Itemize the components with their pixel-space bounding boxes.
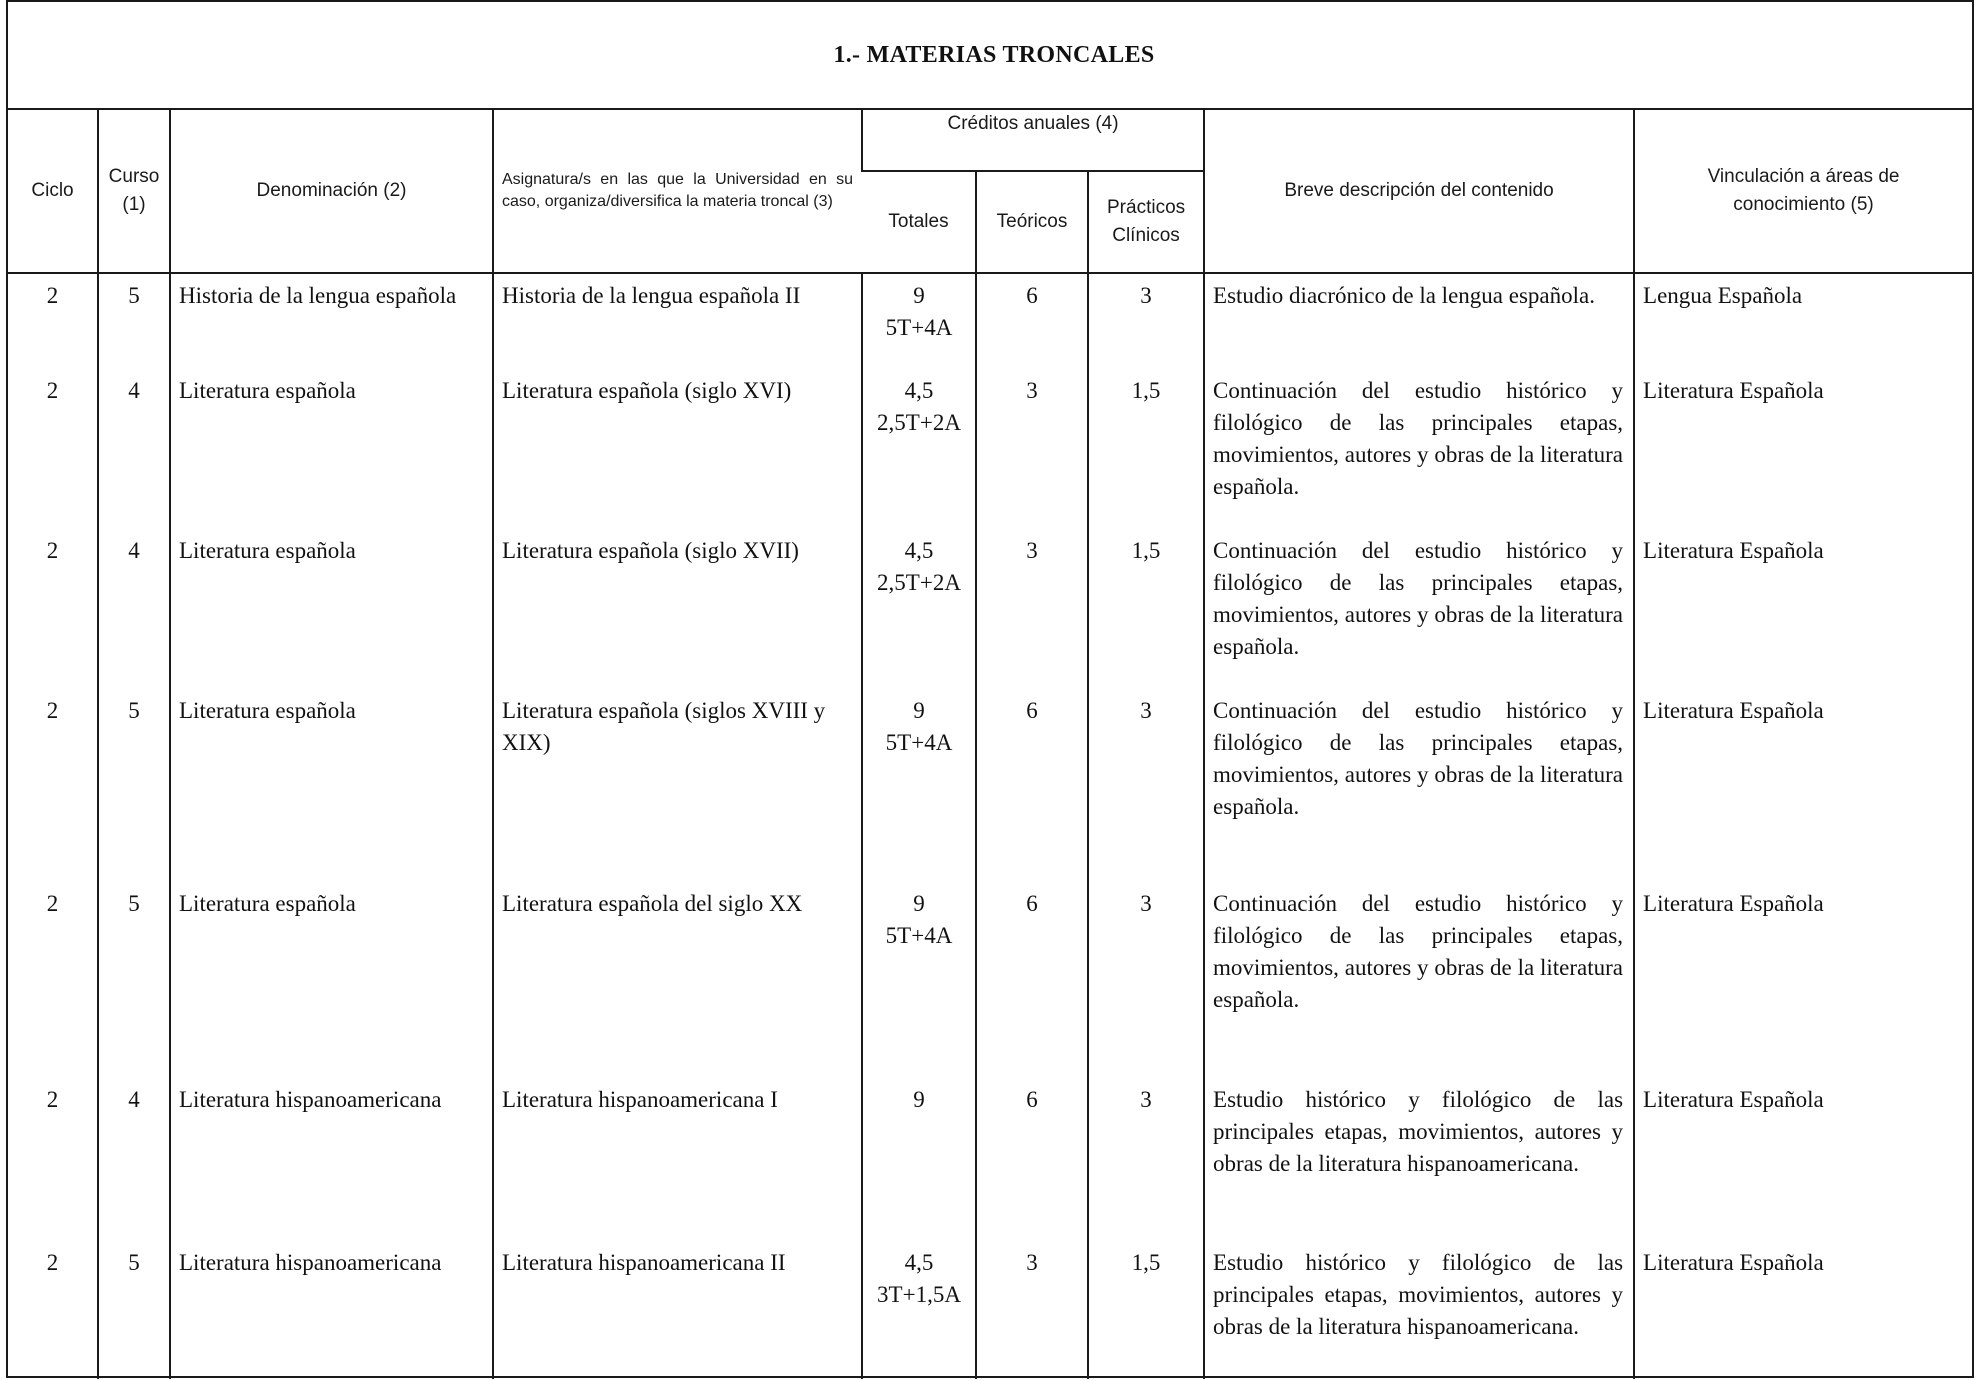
header-practicos: Prácticos Clínicos <box>1088 171 1204 273</box>
cell-descripcion: Estudio histórico y filológico de las principales etapas, movimientos, autores y obras de la literatura hispanoamericana. <box>1204 1078 1634 1241</box>
cell-totales <box>862 1078 976 1241</box>
cell-ciclo: 2 <box>46 283 59 308</box>
cell-denominacion: Literatura española <box>170 369 493 529</box>
cell-denominacion: Literatura hispanoamericana <box>170 1078 493 1241</box>
table-row <box>8 1241 1972 1379</box>
cell-ciclo: 2 <box>46 1087 59 1112</box>
totales-value: 9 <box>913 283 925 308</box>
cell-practicos: 3 <box>1088 273 1204 369</box>
cell-totales <box>862 1241 976 1379</box>
header-asignaturas: Asignatura/s en las que la Universidad en su caso, organiza/diversifica la materia troncal (3) <box>493 110 862 273</box>
cell-teoricos: 6 <box>976 1078 1088 1241</box>
totales-detalle: 5T+4A <box>885 315 953 340</box>
header-teoricos: Teóricos <box>976 171 1088 273</box>
title-band <box>8 2 1972 110</box>
document-title: 1.- MATERIAS TRONCALES <box>833 41 1155 68</box>
header-vinculacion: Vinculación a áreas de conocimiento (5) <box>1634 110 1972 273</box>
cell-totales <box>862 689 976 882</box>
cell-curso: 5 <box>98 273 170 369</box>
cell-descripcion: Continuación del estudio histórico y filológico de las principales etapas, movimientos, autores y obras de la literatura española. <box>1204 529 1634 689</box>
cell-asignatura: Historia de la lengua española II <box>493 273 862 369</box>
totales-value: 4,5 <box>904 378 934 403</box>
totales-value: 9 <box>913 698 925 723</box>
cell-vinculacion: Literatura Española <box>1634 529 1972 689</box>
totales-detalle: 2,5T+2A <box>877 570 961 595</box>
cell-ciclo: 2 <box>46 538 59 563</box>
table-header <box>8 110 1972 273</box>
cell-asignatura: Literatura española (siglo XVII) <box>493 529 862 689</box>
cell-denominacion: Literatura española <box>170 689 493 882</box>
header-totales: Totales <box>862 171 976 273</box>
cell-ciclo: 2 <box>46 698 59 723</box>
cell-asignatura: Literatura española del siglo XX <box>493 882 862 1078</box>
cell-vinculacion: Literatura Española <box>1634 689 1972 882</box>
cell-vinculacion: Literatura Española <box>1634 1241 1972 1379</box>
cell-asignatura: Literatura hispanoamericana II <box>493 1241 862 1379</box>
table-row <box>8 689 1972 882</box>
totales-detalle: 5T+4A <box>885 923 953 948</box>
totales-value: 4,5 <box>904 1250 934 1275</box>
cell-practicos: 3 <box>1088 689 1204 882</box>
cell-practicos: 1,5 <box>1088 529 1204 689</box>
totales-detalle: 3T+1,5A <box>877 1282 961 1307</box>
cell-descripcion: Estudio histórico y filológico de las principales etapas, movimientos, autores y obras de la literatura hispanoamericana. <box>1204 1241 1634 1379</box>
cell-denominacion: Literatura española <box>170 529 493 689</box>
cell-practicos: 1,5 <box>1088 1241 1204 1379</box>
totales-detalle: 5T+4A <box>885 730 953 755</box>
cell-teoricos: 3 <box>976 369 1088 529</box>
cell-totales <box>862 273 976 369</box>
cell-teoricos: 6 <box>976 273 1088 369</box>
cell-ciclo: 2 <box>46 378 59 403</box>
table-body <box>8 273 1972 1379</box>
cell-denominacion: Literatura española <box>170 882 493 1078</box>
table-row <box>8 273 1972 369</box>
cell-teoricos: 6 <box>976 689 1088 882</box>
header-ciclo: Ciclo <box>8 110 98 273</box>
table-row <box>8 1078 1972 1241</box>
totales-value: 9 <box>913 891 925 916</box>
cell-descripcion: Continuación del estudio histórico y filológico de las principales etapas, movimientos, autores y obras de la literatura española. <box>1204 369 1634 529</box>
header-denominacion: Denominación (2) <box>170 110 493 273</box>
cell-curso: 5 <box>98 1241 170 1379</box>
cell-teoricos: 3 <box>976 529 1088 689</box>
cell-practicos: 3 <box>1088 1078 1204 1241</box>
cell-curso: 5 <box>98 882 170 1078</box>
cell-totales <box>862 882 976 1078</box>
cell-vinculacion: Literatura Española <box>1634 369 1972 529</box>
cell-asignatura: Literatura española (siglo XVI) <box>493 369 862 529</box>
cell-descripcion: Estudio diacrónico de la lengua española. <box>1204 273 1634 369</box>
document-page <box>6 0 1974 1378</box>
totales-value: 4,5 <box>904 538 934 563</box>
materias-table <box>8 110 1972 1379</box>
header-curso: Curso (1) <box>98 110 170 273</box>
cell-curso: 4 <box>98 369 170 529</box>
header-creditos: Créditos anuales (4) <box>862 110 1204 171</box>
table-row <box>8 882 1972 1078</box>
cell-denominacion: Literatura hispanoamericana <box>170 1241 493 1379</box>
cell-descripcion: Continuación del estudio histórico y filológico de las principales etapas, movimientos, autores y obras de la literatura española. <box>1204 882 1634 1078</box>
table-row <box>8 369 1972 529</box>
cell-curso: 4 <box>98 1078 170 1241</box>
cell-denominacion: Historia de la lengua española <box>170 273 493 369</box>
cell-vinculacion: Literatura Española <box>1634 882 1972 1078</box>
cell-teoricos: 6 <box>976 882 1088 1078</box>
cell-asignatura: Literatura hispanoamericana I <box>493 1078 862 1241</box>
cell-teoricos: 3 <box>976 1241 1088 1379</box>
cell-practicos: 1,5 <box>1088 369 1204 529</box>
cell-totales <box>862 369 976 529</box>
cell-vinculacion: Lengua Española <box>1634 273 1972 369</box>
cell-totales <box>862 529 976 689</box>
cell-curso: 5 <box>98 689 170 882</box>
header-descripcion: Breve descripción del contenido <box>1204 110 1634 273</box>
cell-practicos: 3 <box>1088 882 1204 1078</box>
cell-ciclo: 2 <box>46 891 59 916</box>
cell-ciclo: 2 <box>46 1250 59 1275</box>
totales-detalle: 2,5T+2A <box>877 410 961 435</box>
cell-asignatura: Literatura española (siglos XVIII y XIX) <box>493 689 862 882</box>
cell-descripcion: Continuación del estudio histórico y filológico de las principales etapas, movimientos, autores y obras de la literatura española. <box>1204 689 1634 882</box>
cell-vinculacion: Literatura Española <box>1634 1078 1972 1241</box>
totales-value: 9 <box>913 1087 925 1112</box>
cell-curso: 4 <box>98 529 170 689</box>
table-row <box>8 529 1972 689</box>
